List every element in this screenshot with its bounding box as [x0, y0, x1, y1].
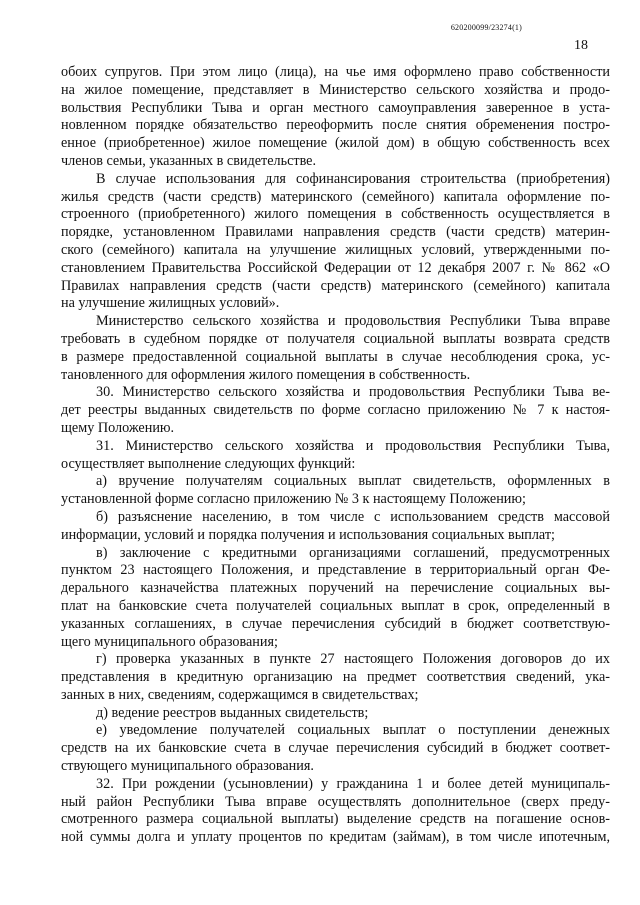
- text-line: представления в кредитную организацию на предмет соответствия сведений, ука-: [61, 669, 610, 686]
- text-line: вольствия Республики Тыва и орган местного самоуправления заверенное в уста-: [61, 99, 610, 116]
- text-line: В случае использования для софинансирования строительства (приобретения): [96, 170, 610, 187]
- text-line: плат на банковские счета получателей социальных выплат в срок, определенный в: [61, 597, 610, 614]
- text-line: Министерство сельского хозяйства и продовольствия Республики Тыва вправе: [96, 313, 610, 330]
- text-line: а) вручение получателям социальных выплат свидетельств, оформленных в: [96, 473, 610, 490]
- text-line: требовать в судебном порядке от получателя социальной выплаты возврата средств: [61, 330, 610, 347]
- text-line: осуществляет выполнение следующих функций:: [61, 455, 356, 472]
- text-line: на улучшение жилищных условий».: [61, 295, 280, 312]
- text-line: порядке, установленном Правилами направления средств (части средств) материн-: [61, 224, 610, 241]
- text-line: е) уведомление получателей социальных выплат о поступлении денежных: [96, 722, 610, 739]
- text-line: ный район Республики Тыва вправе осуществлять дополнительное (сверх преду-: [61, 793, 610, 810]
- text-line: жилья средств (части средств) материнского (семейного) капитала оформление по-: [61, 188, 610, 205]
- text-line: Правилах направления средств (части средств) материнского (семейного) капитала: [61, 277, 610, 294]
- text-line: на жилое помещение, представляет в Министерство сельского хозяйства и продо-: [61, 81, 610, 98]
- text-line: новленном порядке обязательство переоформить после снятия обременения постро-: [61, 117, 610, 134]
- text-line: дерального казначейства платежных поручений на перечисление социальных вы-: [61, 580, 610, 597]
- text-line: в) заключение с кредитными организациями соглашений, предусмотренных: [96, 544, 610, 561]
- text-line: д) ведение реестров выданных свидетельств;: [96, 704, 369, 721]
- text-line: 32. При рождении (усыновлении) у гражданина 1 и более детей муниципаль-: [96, 775, 610, 792]
- text-line: пунктом 23 настоящего Положения, и представление в территориальный орган Фе-: [61, 562, 610, 579]
- text-line: тановленного для оформления жилого помещения в собственность.: [61, 366, 471, 383]
- text-line: в размере предоставленной социальной выплаты в случае несоблюдения срока, ус-: [61, 348, 610, 365]
- text-line: становлением Правительства Российской Федерации от 12 декабря 2007 г. № 862 «О: [61, 259, 610, 276]
- text-line: смотренного размера социальной выплаты) выделение средств на погашение основ-: [61, 811, 610, 828]
- text-line: указанных соглашениях, в случае перечисления субсидий в бюджет соответствую-: [61, 615, 610, 632]
- text-line: ной суммы долга и уплату процентов по кредитам (займам), в том числе ипотечным,: [61, 829, 610, 846]
- text-line: щему Положению.: [61, 419, 175, 436]
- document-id: 620200099/23274(1): [450, 23, 522, 32]
- text-line: ствующего муниципального образования.: [61, 758, 314, 775]
- text-line: щего муниципального образования;: [61, 633, 278, 650]
- text-line: строенного (приобретенного) жилого помещения в собственность осуществляется в: [61, 206, 610, 223]
- text-line: енное (приобретенное) жилое помещение (жилой дом) в общую собственность всех: [61, 135, 610, 152]
- text-line: г) проверка указанных в пункте 27 настоящего Положения договоров до их: [96, 651, 610, 668]
- text-line: ского (семейного) капитала на улучшение жилищных условий, утвержденными по-: [61, 241, 610, 258]
- text-line: дет реестры выданных свидетельств по форме согласно приложению № 7 к настоя-: [61, 402, 610, 419]
- text-line: занных в них, сведениям, содержащимся в свидетельствах;: [61, 686, 419, 703]
- text-line: информации, условий и порядка получения и использования социальных выплат;: [61, 526, 555, 543]
- text-line: средств на их банковские счета в случае перечисления субсидий в бюджет соответ-: [61, 740, 610, 757]
- page-number: 18: [574, 38, 588, 53]
- text-line: членов семьи, указанных в свидетельстве.: [61, 152, 317, 169]
- text-line: обоих супругов. При этом лицо (лица), на чье имя оформлено право собственности: [61, 64, 610, 80]
- text-line: б) разъяснение населению, в том числе с использованием средств массовой: [96, 508, 610, 525]
- text-line: 31. Министерство сельского хозяйства и продовольствия Республики Тыва,: [96, 437, 610, 454]
- document-body: [61, 64, 610, 847]
- text-line: 30. Министерство сельского хозяйства и продовольствия Республики Тыва ве-: [96, 384, 610, 401]
- text-line: установленной форме согласно приложению № 3 к настоящему Положению;: [61, 491, 526, 508]
